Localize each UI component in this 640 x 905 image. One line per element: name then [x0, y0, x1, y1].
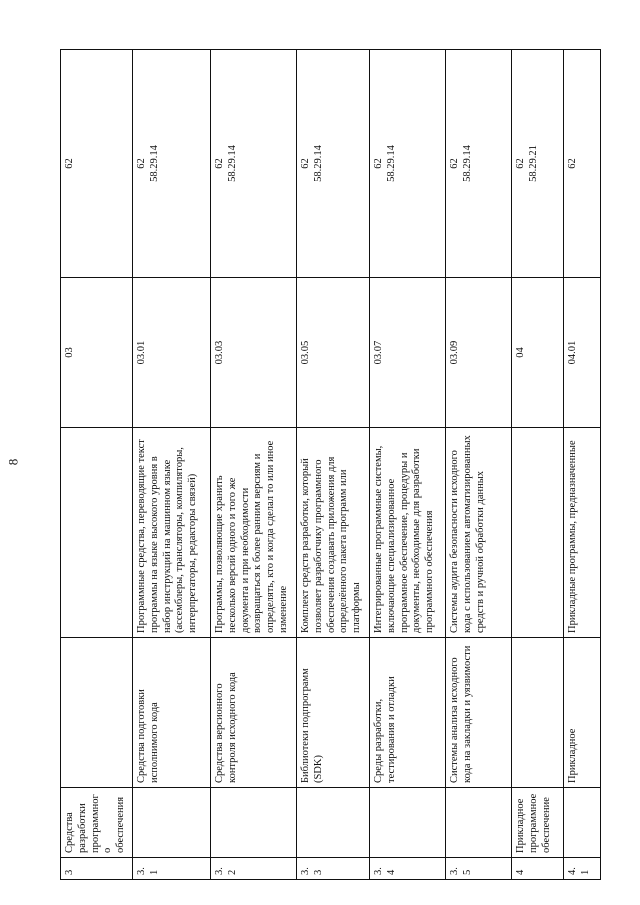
table-row [564, 50, 601, 880]
okpd-code: 62 [449, 158, 460, 169]
class-code: 03.01 [133, 278, 211, 428]
section-name [297, 788, 370, 858]
okpd-code: 62 [567, 158, 578, 169]
class-code: 04.01 [564, 278, 601, 428]
section-name [133, 788, 211, 858]
subclass-name: Среды разработки, тестирования и отладки [370, 638, 446, 788]
class-code: 03.09 [446, 278, 512, 428]
okpd-codes [564, 50, 601, 278]
okpd-code: 58.29.14 [385, 145, 397, 182]
subclass-name: Средства версионного контроля исходного кода [211, 638, 297, 788]
subclass-name: Средства подготовки исполнимого кода [133, 638, 211, 788]
class-code: 03.05 [297, 278, 370, 428]
subclass-name: Библиотеки подпрограмм (SDK) [297, 638, 370, 788]
class-code: 04 [512, 278, 564, 428]
okpd-codes [133, 50, 211, 278]
okpd-code: 58.29.21 [527, 145, 539, 182]
class-description: Программные средства, переводящие текст программы на языке высокого уровня в набор инструкций на машинном языке (ассемблеры, трансляторы, компиляторы, интерпретаторы, редакторы связей) [133, 428, 211, 638]
class-description: Программы, позволяющие хранить несколько версий одного и того же документа и при необходимости возвращаться к более ранним версиям и определять, кто и когда сделал то или иное изменение [211, 428, 297, 638]
okpd-codes [512, 50, 564, 278]
row-number: 3.1 [133, 858, 211, 880]
okpd-code: 62 [64, 158, 75, 169]
section-name [446, 788, 512, 858]
row-number: 4.1 [564, 858, 601, 880]
class-description: Прикладные программы, предназначенные [564, 428, 601, 638]
okpd-code: 58.29.14 [312, 145, 324, 182]
okpd-code: 58.29.14 [226, 145, 238, 182]
subclass-name: Прикладное [564, 638, 601, 788]
class-code: 03 [61, 278, 133, 428]
okpd-codes [370, 50, 446, 278]
subclass-name [61, 638, 133, 788]
page-number: 8 [5, 458, 21, 466]
table-row [61, 50, 133, 880]
subclass-name: Системы анализа исходного кода на закладки и уязвимости [446, 638, 512, 788]
okpd-codes [211, 50, 297, 278]
section-name: Средства разработки программного обеспечения [61, 788, 133, 858]
class-description: Системы аудита безопасности исходного кода с использованием автоматизированных средств и ручной обработки данных [446, 428, 512, 638]
section-name [211, 788, 297, 858]
table-row [370, 50, 446, 880]
okpd-code: 62 [214, 158, 225, 169]
software-classification-table [60, 49, 601, 880]
table-row [211, 50, 297, 880]
class-code: 03.03 [211, 278, 297, 428]
table-row [446, 50, 512, 880]
class-description [512, 428, 564, 638]
section-name [564, 788, 601, 858]
okpd-codes [297, 50, 370, 278]
row-number: 3 [61, 858, 133, 880]
class-description: Интегрированные программные системы, включающие специализированное программное обеспечение, процедуры и документы, необходимые для разработки программного обеспечения [370, 428, 446, 638]
row-number: 3.3 [297, 858, 370, 880]
okpd-code: 62 [515, 158, 526, 169]
row-number: 4 [512, 858, 564, 880]
okpd-code: 58.29.14 [461, 145, 473, 182]
okpd-code: 58.29.14 [148, 145, 160, 182]
class-code: 03.07 [370, 278, 446, 428]
table-row [512, 50, 564, 880]
table-row [133, 50, 211, 880]
row-number: 3.2 [211, 858, 297, 880]
okpd-code: 62 [136, 158, 147, 169]
okpd-code: 62 [373, 158, 384, 169]
section-name: Прикладное программное обеспечение [512, 788, 564, 858]
okpd-codes [61, 50, 133, 278]
okpd-code: 62 [300, 158, 311, 169]
class-description: Комплект средств разработки, который позволяет разработчику программного обеспечения создавать приложения для определённого пакета программ или платформы [297, 428, 370, 638]
row-number: 3.4 [370, 858, 446, 880]
subclass-name [512, 638, 564, 788]
table-row [297, 50, 370, 880]
row-number: 3.5 [446, 858, 512, 880]
class-description [61, 428, 133, 638]
section-name [370, 788, 446, 858]
okpd-codes [446, 50, 512, 278]
table-body [61, 50, 601, 880]
